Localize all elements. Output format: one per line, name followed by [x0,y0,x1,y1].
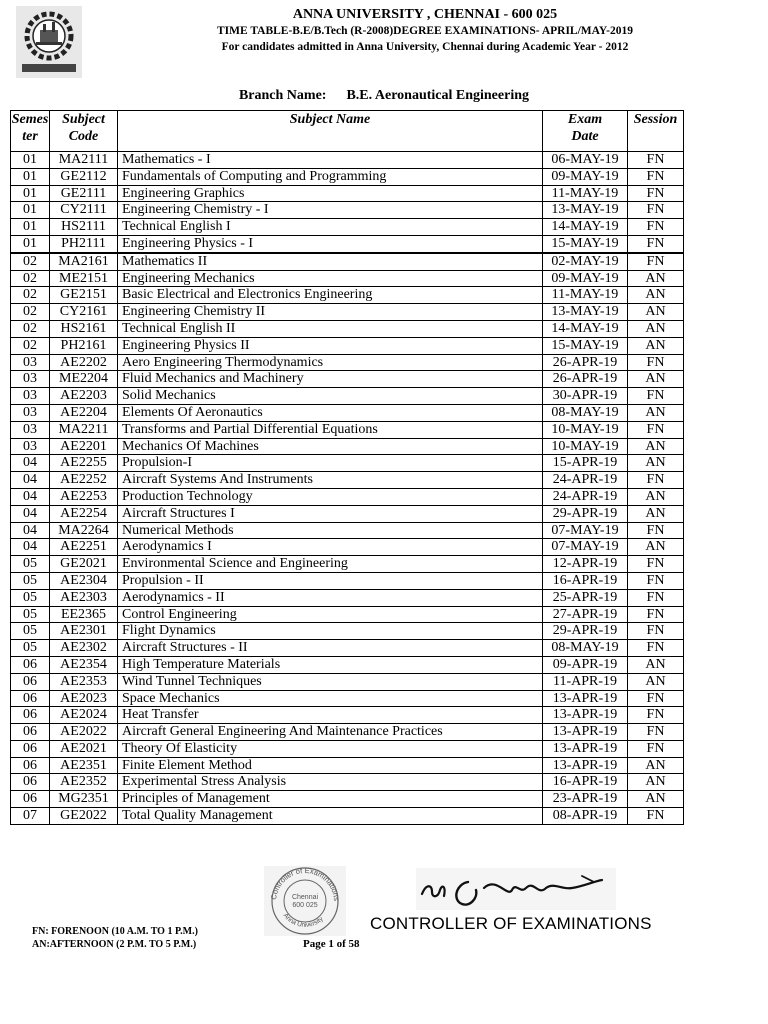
semester-cell: 03 [11,421,50,438]
subject-code-cell: AE2022 [50,724,118,741]
subject-name-cell: Aerodynamics - II [118,589,543,606]
subject-code-cell: AE2204 [50,404,118,421]
university-logo [16,6,82,78]
table-row [11,185,684,202]
subject-name-cell: Mathematics - I [118,152,543,169]
session-cell: AN [628,488,684,505]
exam-date-cell: 06-MAY-19 [543,152,628,169]
exam-date-cell: 07-MAY-19 [543,522,628,539]
table-row [11,522,684,539]
branch-value: B.E. Aeronautical Engineering [346,88,530,103]
exam-date-cell: 07-MAY-19 [543,539,628,556]
subject-name-cell: Basic Electrical and Electronics Engineering [118,287,543,304]
subject-code-cell: AE2024 [50,707,118,724]
subject-code-cell: ME2151 [50,270,118,287]
semester-cell: 06 [11,774,50,791]
semester-cell: 01 [11,168,50,185]
session-cell: FN [628,202,684,219]
exam-date-cell: 13-APR-19 [543,724,628,741]
session-cell: FN [628,623,684,640]
table-row [11,320,684,337]
semester-cell: 03 [11,404,50,421]
semester-cell: 01 [11,235,50,252]
table-row [11,488,684,505]
exam-date-cell: 13-APR-19 [543,740,628,757]
semester-cell: 02 [11,253,50,270]
session-cell: FN [628,606,684,623]
session-cell: FN [628,640,684,657]
subject-code-cell: CY2161 [50,304,118,321]
semester-cell: 06 [11,724,50,741]
subject-name-cell: Engineering Mechanics [118,270,543,287]
table-row [11,168,684,185]
subject-name-cell: Engineering Physics II [118,337,543,354]
subject-name-cell: Experimental Stress Analysis [118,774,543,791]
semester-cell: 05 [11,623,50,640]
semester-cell: 04 [11,455,50,472]
semester-cell: 07 [11,808,50,825]
semester-cell: 04 [11,505,50,522]
table-row [11,656,684,673]
subject-name-cell: Aero Engineering Thermodynamics [118,354,543,371]
exam-date-cell: 02-MAY-19 [543,253,628,270]
session-cell: AN [628,438,684,455]
subject-name-cell: Elements Of Aeronautics [118,404,543,421]
table-row [11,388,684,405]
subject-name-cell: Heat Transfer [118,707,543,724]
semester-cell: 05 [11,606,50,623]
subject-code-cell: AE2202 [50,354,118,371]
exam-date-cell: 25-APR-19 [543,589,628,606]
subject-code-cell: AE2351 [50,757,118,774]
semester-cell: 02 [11,337,50,354]
semester-cell: 01 [11,219,50,236]
exam-date-cell: 30-APR-19 [543,388,628,405]
table-header-row [11,111,684,152]
subject-code-cell: AE2303 [50,589,118,606]
timetable-title: TIME TABLE-B.E/B.Tech (R-2008)DEGREE EXAMINATIONS- APRIL/MAY-2019 [217,25,633,37]
table-row [11,421,684,438]
session-cell: AN [628,320,684,337]
semester-cell: 02 [11,304,50,321]
subject-name-cell: Mechanics Of Machines [118,438,543,455]
session-cell: FN [628,707,684,724]
col-header-semester: Semes ter [11,111,50,152]
session-cell: FN [628,354,684,371]
session-cell: AN [628,774,684,791]
session-cell: AN [628,455,684,472]
session-cell: FN [628,235,684,252]
subject-code-cell: AE2302 [50,640,118,657]
subject-name-cell: Technical English I [118,219,543,236]
subject-code-cell: MA2161 [50,253,118,270]
fn-legend: FN: FORENOON (10 A.M. TO 1 P.M.) [32,926,198,937]
table-row [11,640,684,657]
subject-name-cell: Propulsion - II [118,572,543,589]
semester-cell: 03 [11,354,50,371]
semester-cell: 06 [11,757,50,774]
subject-name-cell: Aircraft Structures I [118,505,543,522]
subject-code-cell: AE2255 [50,455,118,472]
exam-date-cell: 24-APR-19 [543,472,628,489]
subject-code-cell: AE2253 [50,488,118,505]
subject-code-cell: AE2304 [50,572,118,589]
exam-date-cell: 16-APR-19 [543,572,628,589]
exam-date-cell: 13-APR-19 [543,690,628,707]
table-row [11,371,684,388]
exam-date-cell: 09-MAY-19 [543,168,628,185]
semester-cell: 04 [11,539,50,556]
exam-date-cell: 08-MAY-19 [543,640,628,657]
subject-name-cell: High Temperature Materials [118,656,543,673]
semester-cell: 06 [11,791,50,808]
table-row [11,287,684,304]
col-header-subject-code: Subject Code [50,111,118,152]
subject-code-cell: AE2201 [50,438,118,455]
subject-code-cell: GE2151 [50,287,118,304]
semester-cell: 06 [11,656,50,673]
subject-code-cell: AE2252 [50,472,118,489]
exam-date-cell: 26-APR-19 [543,354,628,371]
exam-date-cell: 14-MAY-19 [543,219,628,236]
controller-signature [416,868,616,910]
table-row [11,791,684,808]
table-row [11,505,684,522]
subject-name-cell: Propulsion-I [118,455,543,472]
semester-cell: 04 [11,472,50,489]
table-row [11,219,684,236]
session-cell: AN [628,337,684,354]
session-cell: FN [628,219,684,236]
table-row [11,152,684,169]
session-cell: FN [628,253,684,270]
exam-date-cell: 11-MAY-19 [543,287,628,304]
subject-name-cell: Mathematics II [118,253,543,270]
exam-date-cell: 13-MAY-19 [543,202,628,219]
semester-cell: 02 [11,270,50,287]
semester-cell: 02 [11,320,50,337]
session-cell: FN [628,185,684,202]
exam-date-cell: 11-MAY-19 [543,185,628,202]
table-row [11,270,684,287]
subject-code-cell: AE2021 [50,740,118,757]
semester-cell: 01 [11,202,50,219]
semester-cell: 04 [11,522,50,539]
subject-code-cell: GE2022 [50,808,118,825]
subject-code-cell: HS2161 [50,320,118,337]
table-row [11,472,684,489]
exam-date-cell: 16-APR-19 [543,774,628,791]
subject-name-cell: Wind Tunnel Techniques [118,673,543,690]
session-cell: AN [628,404,684,421]
semester-cell: 03 [11,388,50,405]
subject-code-cell: CY2111 [50,202,118,219]
subject-name-cell: Flight Dynamics [118,623,543,640]
exam-date-cell: 12-APR-19 [543,556,628,573]
table-row [11,354,684,371]
semester-cell: 05 [11,556,50,573]
table-row [11,438,684,455]
session-cell: AN [628,304,684,321]
subject-name-cell: Production Technology [118,488,543,505]
exam-date-cell: 10-MAY-19 [543,438,628,455]
subject-name-cell: Solid Mechanics [118,388,543,405]
branch-label: Branch Name: [238,88,327,103]
subject-code-cell: AE2354 [50,656,118,673]
exam-date-cell: 15-MAY-19 [543,337,628,354]
table-row [11,235,684,252]
session-cell: FN [628,522,684,539]
controller-title: CONTROLLER OF EXAMINATIONS [370,914,652,933]
subject-code-cell: ME2204 [50,371,118,388]
exam-date-cell: 13-APR-19 [543,757,628,774]
col-header-subject-name: Subject Name [118,111,543,152]
branch-line [0,88,768,104]
semester-cell: 05 [11,640,50,657]
candidates-note: For candidates admitted in Anna University, Chennai during Academic Year - 2012 [221,41,629,53]
session-cell: FN [628,388,684,405]
exam-date-cell: 11-APR-19 [543,673,628,690]
session-cell: AN [628,791,684,808]
exam-date-cell: 13-APR-19 [543,707,628,724]
session-cell: FN [628,556,684,573]
table-row [11,337,684,354]
page-number: Page 1 of 58 [303,938,360,950]
semester-cell: 02 [11,287,50,304]
session-cell: FN [628,724,684,741]
session-cell: AN [628,505,684,522]
table-row [11,572,684,589]
subject-code-cell: GE2111 [50,185,118,202]
session-cell: FN [628,740,684,757]
session-cell: AN [628,539,684,556]
subject-name-cell: Transforms and Partial Differential Equations [118,421,543,438]
subject-name-cell: Fundamentals of Computing and Programming [118,168,543,185]
session-cell: AN [628,673,684,690]
subject-code-cell: EE2365 [50,606,118,623]
subject-code-cell: AE2352 [50,774,118,791]
subject-code-cell: AE2203 [50,388,118,405]
exam-date-cell: 24-APR-19 [543,488,628,505]
seal-inner-line2: 600 025 [292,902,318,909]
table-row [11,539,684,556]
exam-date-cell: 15-APR-19 [543,455,628,472]
exam-date-cell: 29-APR-19 [543,505,628,522]
table-row [11,304,684,321]
session-cell: FN [628,589,684,606]
session-cell: FN [628,168,684,185]
subject-name-cell: Aircraft Systems And Instruments [118,472,543,489]
subject-name-cell: Aircraft General Engineering And Maintenance Practices [118,724,543,741]
subject-code-cell: AE2254 [50,505,118,522]
table-row [11,556,684,573]
table-row [11,589,684,606]
session-cell: FN [628,690,684,707]
table-row [11,623,684,640]
exam-date-cell: 26-APR-19 [543,371,628,388]
exam-date-cell: 09-APR-19 [543,656,628,673]
subject-code-cell: MA2211 [50,421,118,438]
subject-name-cell: Engineering Chemistry II [118,304,543,321]
exam-date-cell: 13-MAY-19 [543,304,628,321]
semester-cell: 03 [11,371,50,388]
semester-cell: 05 [11,589,50,606]
seal-bottom-text: Anna University [281,912,325,929]
session-cell: AN [628,287,684,304]
seal-inner-line1: Chennai [291,894,319,901]
semester-cell: 06 [11,690,50,707]
table-row [11,707,684,724]
an-legend: AN:AFTERNOON (2 P.M. TO 5 P.M.) [32,939,197,950]
subject-code-cell: GE2112 [50,168,118,185]
session-cell: FN [628,472,684,489]
subject-code-cell: AE2023 [50,690,118,707]
table-row [11,740,684,757]
session-cell: FN [628,152,684,169]
table-row [11,404,684,421]
subject-name-cell: Aircraft Structures - II [118,640,543,657]
subject-code-cell: GE2021 [50,556,118,573]
exam-date-cell: 15-MAY-19 [543,235,628,252]
subject-name-cell: Space Mechanics [118,690,543,707]
subject-name-cell: Finite Element Method [118,757,543,774]
session-cell: FN [628,421,684,438]
subject-code-cell: PH2161 [50,337,118,354]
subject-name-cell: Aerodynamics I [118,539,543,556]
table-row [11,606,684,623]
table-row [11,724,684,741]
exam-date-cell: 29-APR-19 [543,623,628,640]
table-row [11,202,684,219]
subject-name-cell: Engineering Physics - I [118,235,543,252]
semester-cell: 05 [11,572,50,589]
subject-code-cell: PH2111 [50,235,118,252]
table-row [11,757,684,774]
subject-name-cell: Theory Of Elasticity [118,740,543,757]
subject-name-cell: Total Quality Management [118,808,543,825]
col-header-exam-date: Exam Date [543,111,628,152]
subject-code-cell: AE2353 [50,673,118,690]
semester-cell: 06 [11,707,50,724]
semester-cell: 01 [11,185,50,202]
exam-date-cell: 10-MAY-19 [543,421,628,438]
subject-name-cell: Fluid Mechanics and Machinery [118,371,543,388]
exam-date-cell: 23-APR-19 [543,791,628,808]
exam-date-cell: 08-APR-19 [543,808,628,825]
semester-cell: 04 [11,488,50,505]
seal-outer-text: Controller of Examinations [269,866,342,902]
exam-date-cell: 08-MAY-19 [543,404,628,421]
subject-code-cell: HS2111 [50,219,118,236]
table-row [11,690,684,707]
col-header-session: Session [628,111,684,152]
session-cell: FN [628,808,684,825]
subject-name-cell: Engineering Graphics [118,185,543,202]
subject-code-cell: AE2251 [50,539,118,556]
exam-date-cell: 27-APR-19 [543,606,628,623]
subject-name-cell: Numerical Methods [118,522,543,539]
subject-name-cell: Engineering Chemistry - I [118,202,543,219]
subject-name-cell: Principles of Management [118,791,543,808]
subject-code-cell: AE2301 [50,623,118,640]
session-cell: AN [628,270,684,287]
table-row [11,808,684,825]
session-cell: AN [628,757,684,774]
subject-name-cell: Control Engineering [118,606,543,623]
semester-cell: 03 [11,438,50,455]
subject-code-cell: MA2264 [50,522,118,539]
exam-date-cell: 09-MAY-19 [543,270,628,287]
table-row [11,673,684,690]
semester-cell: 06 [11,673,50,690]
timetable-table [10,110,684,825]
table-row [11,455,684,472]
exam-date-cell: 14-MAY-19 [543,320,628,337]
subject-name-cell: Environmental Science and Engineering [118,556,543,573]
subject-name-cell: Technical English II [118,320,543,337]
subject-code-cell: MG2351 [50,791,118,808]
official-seal [264,866,346,936]
table-row [11,253,684,270]
table-row [11,774,684,791]
session-cell: AN [628,371,684,388]
session-cell: AN [628,656,684,673]
semester-cell: 01 [11,152,50,169]
university-title: ANNA UNIVERSITY , CHENNAI - 600 025 [292,7,558,22]
semester-cell: 06 [11,740,50,757]
subject-code-cell: MA2111 [50,152,118,169]
session-cell: FN [628,572,684,589]
